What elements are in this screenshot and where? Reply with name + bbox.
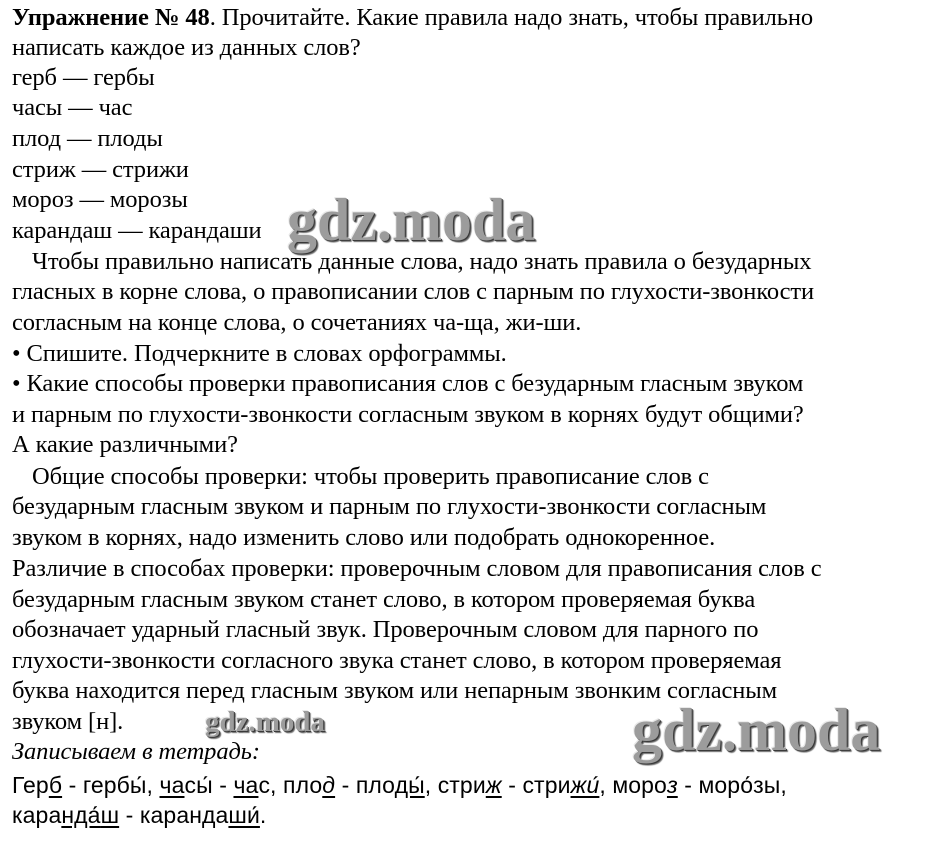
nb-part: с, пло — [258, 772, 323, 798]
nb-part: - стри — [501, 772, 571, 798]
stressed-vowel: ы́ — [129, 772, 147, 798]
orthogram: з — [666, 772, 678, 798]
orthogram: ча — [159, 772, 185, 798]
answer-text: глухости-звонкости согласного звука станет слово, в котором проверяемая — [12, 647, 782, 674]
nb-part: - — [212, 772, 234, 798]
answer-text: Различие в способах проверки: проверочным словом для правописания слов с — [12, 555, 822, 582]
answer-text: Общие способы проверки: чтобы проверить правописание слов с — [32, 463, 709, 490]
word-pair: часы — час — [12, 94, 133, 121]
nb-part: - каранда — [119, 802, 229, 828]
notebook-line-1 — [12, 770, 787, 800]
exercise-title: Упражнение № 48 — [12, 4, 210, 31]
answer-text: звуком [н]. — [12, 708, 124, 735]
stressed-vowel: сы́ — [184, 772, 213, 798]
bullet-task: • Спишите. Подчеркните в словах орфограммы. — [12, 340, 507, 367]
orthogram: жи́ — [570, 772, 600, 798]
exercise-task-continued: написать каждое из данных слов? — [12, 34, 361, 61]
answer-text: Чтобы правильно написать данные слова, надо знать правила о безударных — [32, 248, 812, 275]
nb-part: - пло — [335, 772, 395, 798]
stressed-vowel: о́ — [740, 772, 754, 798]
answer-text: безударным гласным звуком и парным по глухости-звонкости согласным — [12, 493, 767, 520]
orthogram: ши́ — [228, 802, 260, 828]
nb-part: , — [146, 772, 160, 798]
nb-part: . — [259, 802, 267, 828]
nb-part: зы, — [753, 772, 787, 798]
word-pair: герб — гербы — [12, 64, 155, 91]
orthogram: д — [322, 772, 336, 798]
word-pair: карандаш — карандаши — [12, 217, 262, 244]
orthogram: ча — [233, 772, 259, 798]
answer-text: обозначает ударный гласный звук. Проверочным словом для парного по — [12, 616, 759, 643]
word-pair: плод — плоды — [12, 125, 163, 152]
notebook-heading: Записываем в тетрадь: — [12, 738, 260, 765]
nb-part: , моро — [599, 772, 667, 798]
watermark: gdz.moda — [632, 697, 881, 763]
nb-part: Гер — [12, 772, 49, 798]
answer-text: безударным гласным звуком станет слово, в котором проверяемая буква — [12, 586, 756, 613]
bullet-task: и парным по глухости-звонкости согласным звуком в корнях будут общими? — [12, 401, 804, 428]
answer-text: согласным на конце слова, о сочетаниях ча-ща, жи-ши. — [12, 309, 582, 336]
nb-part: , стри — [424, 772, 486, 798]
orthogram: ды́ — [394, 772, 425, 798]
orthogram: нда́ — [61, 802, 101, 828]
word-pair: стриж — стрижи — [12, 156, 189, 183]
orthogram: ж — [485, 772, 502, 798]
orthogram: ш — [100, 802, 120, 828]
answer-text: буква находится перед гласным звуком или непарным звонким согласным — [12, 677, 778, 704]
exercise-heading — [12, 3, 813, 33]
exercise-task: . Прочитайте. Какие правила надо знать, чтобы правильно — [209, 4, 813, 31]
bullet-task: • Какие способы проверки правописания слов с безударным гласным звуком — [12, 370, 804, 397]
answer-text: звуком в корнях, надо изменить слово или подобрать однокоренное. — [12, 524, 716, 551]
nb-part: - герб — [62, 772, 130, 798]
watermark: gdz.moda — [205, 706, 326, 738]
bullet-task: А какие различными? — [12, 431, 238, 458]
watermark: gdz.moda — [287, 187, 536, 253]
word-pair: мороз — морозы — [12, 186, 188, 213]
orthogram: б — [48, 772, 63, 798]
nb-part: - мор — [677, 772, 741, 798]
notebook-line-2 — [12, 800, 266, 830]
answer-text: гласных в корне слова, о правописании слов с парным по глухости-звонкости — [12, 278, 815, 305]
nb-part: кара — [12, 802, 62, 828]
